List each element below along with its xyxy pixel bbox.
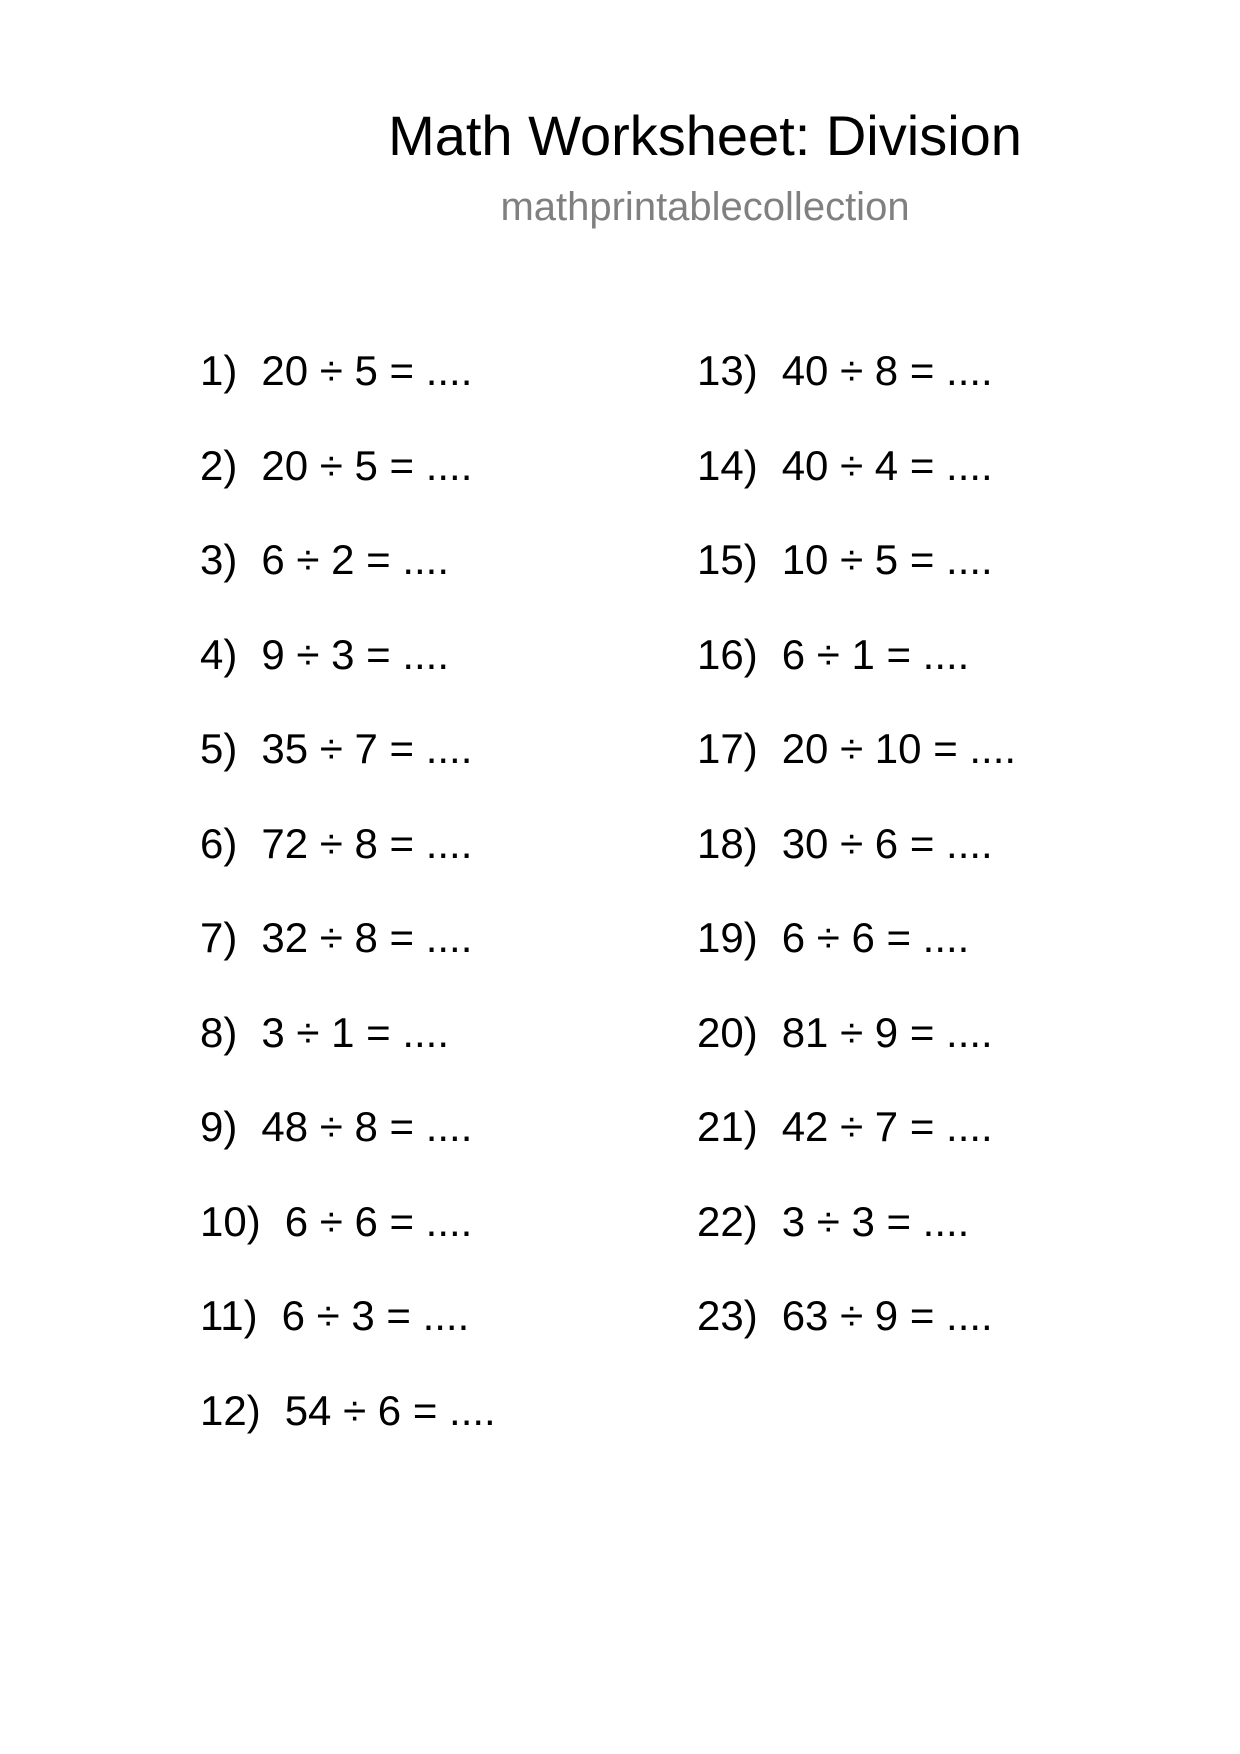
problem-item [697,1196,1016,1291]
problem-expression: 42 ÷ 7 = .... [781,1103,993,1150]
problem-item [200,723,496,818]
problem-expression: 6 ÷ 3 = .... [281,1292,470,1339]
problem-list-right [697,345,1016,1385]
problem-item [697,440,1016,535]
problem-item [697,912,1016,1007]
problem-list-left [200,345,496,1479]
problem-item [697,1007,1016,1102]
problem-number: 3) [200,536,238,583]
problem-item [200,534,496,629]
problem-number: 7) [200,914,238,961]
problem-number: 2) [200,441,238,489]
problem-item [200,440,496,535]
problem-number: 9) [200,1103,238,1150]
problem-number: 18) [697,819,758,867]
problem-expression: 3 ÷ 1 = .... [261,1008,450,1056]
problem-expression: 6 ÷ 1 = .... [781,630,970,678]
problem-number: 11) [200,1292,258,1339]
problem-expression: 10 ÷ 5 = .... [781,536,993,583]
problem-item [697,534,1016,629]
problem-expression: 32 ÷ 8 = .... [261,914,473,961]
worksheet-subtitle: mathprintablecollection [500,185,910,229]
problem-expression: 54 ÷ 6 = .... [284,1386,496,1434]
problem-expression: 6 ÷ 2 = .... [261,536,450,583]
problem-number: 1) [200,347,238,394]
problem-number: 5) [200,725,238,772]
problem-number: 23) [697,1292,758,1339]
problem-item [200,1101,496,1196]
problem-item [697,723,1016,818]
problem-item [697,1101,1016,1196]
problem-number: 21) [697,1103,758,1150]
problem-number: 10) [200,1197,261,1245]
problem-expression: 81 ÷ 9 = .... [781,1008,993,1056]
problem-expression: 6 ÷ 6 = .... [284,1197,473,1245]
problem-number: 4) [200,630,238,678]
problem-item [200,818,496,913]
problem-expression: 48 ÷ 8 = .... [261,1103,473,1150]
problem-item [697,1290,1016,1385]
problem-expression: 72 ÷ 8 = .... [261,819,473,867]
problem-expression: 35 ÷ 7 = .... [261,725,473,772]
problem-number: 20) [697,1008,758,1056]
problem-number: 15) [697,536,758,583]
problem-expression: 63 ÷ 9 = .... [781,1292,993,1339]
problem-item [697,345,1016,440]
problem-item [200,912,496,1007]
problem-number: 14) [697,441,758,489]
problem-expression: 30 ÷ 6 = .... [781,819,993,867]
problem-expression: 6 ÷ 6 = .... [781,914,970,961]
problem-item [200,629,496,724]
worksheet-title: Math Worksheet: Division [388,104,1022,167]
problem-expression: 20 ÷ 5 = .... [261,441,473,489]
problem-item [200,1385,496,1480]
problem-expression: 20 ÷ 5 = .... [261,347,473,394]
problem-item [697,629,1016,724]
problem-number: 19) [697,914,758,961]
problem-item [697,818,1016,913]
problem-number: 22) [697,1197,758,1245]
problem-number: 13) [697,347,758,394]
problem-expression: 40 ÷ 4 = .... [781,441,993,489]
problem-number: 12) [200,1386,261,1434]
problem-expression: 3 ÷ 3 = .... [781,1197,970,1245]
problem-item [200,1290,496,1385]
problem-item [200,1196,496,1291]
problem-expression: 20 ÷ 10 = .... [781,725,1017,772]
problem-number: 8) [200,1008,238,1056]
problem-number: 6) [200,819,238,867]
problem-number: 16) [697,630,758,678]
problem-item [200,1007,496,1102]
problem-expression: 40 ÷ 8 = .... [781,347,993,394]
problem-number: 17) [697,725,758,772]
problem-item [200,345,496,440]
problem-expression: 9 ÷ 3 = .... [261,630,450,678]
